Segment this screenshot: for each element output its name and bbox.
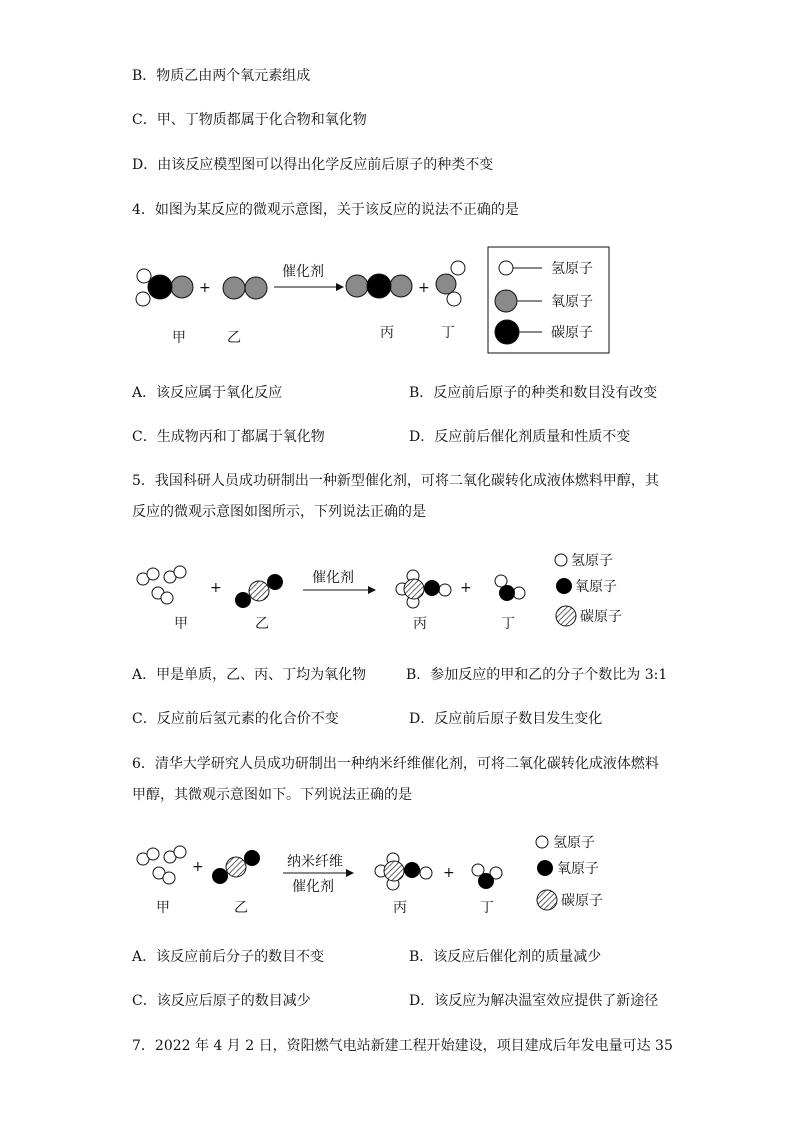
q5-legend (555, 553, 622, 626)
q4-stem: 4．如图为某反应的微观示意图，关于该反应的说法不正确的是 (132, 202, 519, 218)
q4-label-ding: 丁 (441, 325, 455, 341)
q5-option-b: B．参加反应的甲和乙的分子个数比为 3:1 (406, 667, 668, 683)
q4-legend-h: 氢原子 (551, 261, 593, 277)
q7-stem-line1: 7．2022 年 4 月 2 日，资阳燃气电站新建工程开始建设，项目建成后年发电量可达 35 (132, 1038, 673, 1054)
q5-molecule-ding (495, 575, 525, 601)
q6-legend-c: 碳原子 (561, 893, 603, 909)
q6-molecule-yi (212, 850, 260, 884)
q5-label-ding: 丁 (501, 616, 515, 632)
q5-legend-h: 氢原子 (571, 553, 613, 569)
q5-label-bing: 丙 (413, 616, 427, 632)
q3-option-b: B．物质乙由两个氧元素组成 (132, 68, 311, 84)
q6-option-b: B．该反应后催化剂的质量减少 (409, 949, 602, 965)
q3-option-d: D．由该反应模型图可以得出化学反应前后原子的种类不变 (132, 157, 494, 173)
q6-reaction-arrow (283, 869, 354, 877)
q5-stem-line1: 5．我国科研人员成功研制出一种新型催化剂，可将二氧化碳转化成液体燃料甲醇，其 (132, 473, 659, 489)
q6-stem-line1: 6．清华大学研究人员成功研制出一种纳米纤维催化剂，可将二氧化碳转化成液体燃料 (132, 756, 659, 772)
q6-plus-1: + (192, 859, 204, 875)
q5-stem-line2: 反应的微观示意图如图所示，下列说法正确的是 (132, 504, 426, 520)
q6-legend (536, 835, 603, 910)
q4-plus-2: + (418, 280, 430, 296)
q6-option-d: D．该反应为解决温室效应提供了新途径 (409, 993, 659, 1009)
q6-plus-2: + (443, 865, 455, 881)
q6-label-bing: 丙 (393, 900, 407, 916)
q5-plus-1: + (210, 580, 222, 596)
q4-reaction-arrow (274, 283, 344, 291)
q4-option-b: B．反应前后原子的种类和数目没有改变 (409, 385, 658, 401)
q5-diagram (0, 540, 794, 640)
q5-plus-2: + (460, 580, 472, 596)
q6-diagram (0, 825, 794, 925)
q6-option-a: A．该反应前后分子的数目不变 (132, 949, 325, 965)
q4-option-a: A．该反应属于氧化反应 (132, 385, 283, 401)
q6-arrow-label-bottom: 催化剂 (292, 879, 334, 895)
q6-legend-h: 氢原子 (553, 835, 595, 851)
q6-option-c: C．该反应后原子的数目减少 (132, 993, 311, 1009)
q4-legend (488, 247, 609, 353)
q5-molecule-bing (396, 570, 451, 608)
q4-label-yi: 乙 (227, 330, 241, 346)
q5-option-d: D．反应前后原子数目发生变化 (409, 711, 603, 727)
q5-option-a: A．甲是单质，乙、丙、丁均为氧化物 (132, 667, 367, 683)
q5-molecule-jia (137, 566, 186, 604)
q6-label-ding: 丁 (480, 900, 494, 916)
q6-molecule-bing (375, 853, 432, 890)
q6-molecule-jia (137, 846, 186, 884)
q6-legend-o: 氧原子 (557, 861, 599, 877)
q6-label-jia: 甲 (156, 900, 170, 916)
q5-arrow-label: 催化剂 (312, 570, 354, 586)
q4-legend-c: 碳原子 (551, 325, 593, 341)
q3-option-c: C．甲、丁物质都属于化合物和氧化物 (132, 112, 367, 128)
q4-option-d: D．反应前后催化剂质量和性质不变 (409, 429, 631, 445)
q4-label-bing: 丙 (380, 325, 394, 341)
q5-molecule-yi (235, 574, 283, 608)
q5-option-c: C．反应前后氢元素的化合价不变 (132, 711, 339, 727)
q5-legend-o: 氧原子 (575, 579, 617, 595)
q6-arrow-label-top: 纳米纤维 (287, 854, 343, 870)
q4-diagram (0, 240, 794, 360)
q5-legend-c: 碳原子 (580, 609, 622, 625)
q4-plus-1: + (199, 280, 211, 296)
q5-reaction-arrow (303, 586, 376, 594)
q4-molecule-ding (436, 261, 465, 306)
q4-molecule-yi (223, 277, 267, 299)
q4-legend-o: 氧原子 (551, 294, 593, 310)
q4-arrow-label: 催化剂 (282, 264, 324, 280)
q4-label-jia: 甲 (172, 330, 186, 346)
q5-label-jia: 甲 (174, 616, 188, 632)
q6-label-yi: 乙 (234, 900, 248, 916)
q4-option-c: C．生成物丙和丁都属于氧化物 (132, 429, 325, 445)
q6-molecule-ding (472, 864, 502, 889)
q5-label-yi: 乙 (255, 616, 269, 632)
q6-stem-line2: 甲醇，其微观示意图如下。下列说法正确的是 (132, 787, 412, 803)
q4-molecule-bing (346, 274, 412, 298)
q4-molecule-jia (136, 269, 193, 306)
